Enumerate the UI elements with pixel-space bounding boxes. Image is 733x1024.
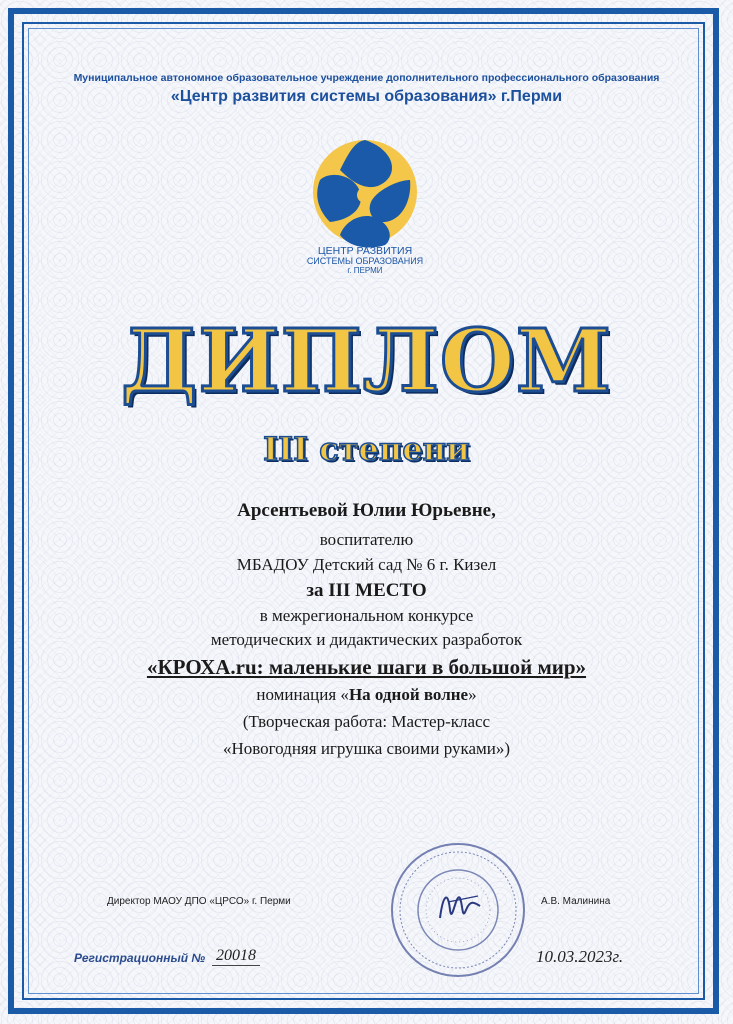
diploma-title: ДИПЛОМ bbox=[120, 311, 613, 412]
director-label: Директор МАОУ ДПО «ЦРСО» г. Перми bbox=[107, 896, 291, 907]
recipient-organization: МБАДОУ Детский сад № 6 г. Кизел bbox=[236, 555, 497, 574]
contest-line1: в межрегиональном конкурсе bbox=[259, 606, 474, 625]
issue-date: 10.03.2023г. bbox=[536, 947, 624, 966]
logo-caption-line2: СИСТЕМЫ ОБРАЗОВАНИЯ bbox=[306, 256, 424, 266]
logo-caption bbox=[300, 246, 430, 276]
diploma-degree: III степени bbox=[263, 430, 470, 468]
nomination bbox=[0, 685, 733, 705]
nomination-suffix: » bbox=[468, 685, 477, 704]
logo-caption-line1: ЦЕНТР РАЗВИТИЯ bbox=[317, 245, 413, 257]
logo-caption-line3: г. ПЕРМИ bbox=[347, 266, 383, 275]
nomination-name: На одной волне bbox=[348, 685, 469, 704]
registration-number: 20018 bbox=[212, 947, 260, 966]
work-line2: «Новогодняя игрушка своими руками») bbox=[222, 739, 511, 758]
contest-name: «КРОХА.ru: маленькие шаги в большой мир» bbox=[146, 655, 587, 679]
recipient-name: Арсентьевой Юлии Юрьевне, bbox=[237, 500, 496, 521]
recipient-position: воспитателю bbox=[319, 530, 414, 549]
director-name: А.В. Малинина bbox=[541, 896, 611, 907]
work-line1: (Творческая работа: Мастер-класс bbox=[242, 712, 491, 731]
official-seal-icon bbox=[388, 840, 528, 980]
nomination-prefix: номинация « bbox=[256, 685, 349, 704]
contest-line2: методических и дидактических разработок bbox=[210, 630, 523, 649]
organization-full-name: Муниципальное автономное образовательное учреждение дополнительного профессионального образования bbox=[73, 72, 660, 84]
award-place: за III МЕСТО bbox=[306, 580, 427, 601]
registration-label: Регистрационный № bbox=[74, 951, 206, 965]
organization-short-name: «Центр развития системы образования» г.Перми bbox=[170, 88, 563, 105]
